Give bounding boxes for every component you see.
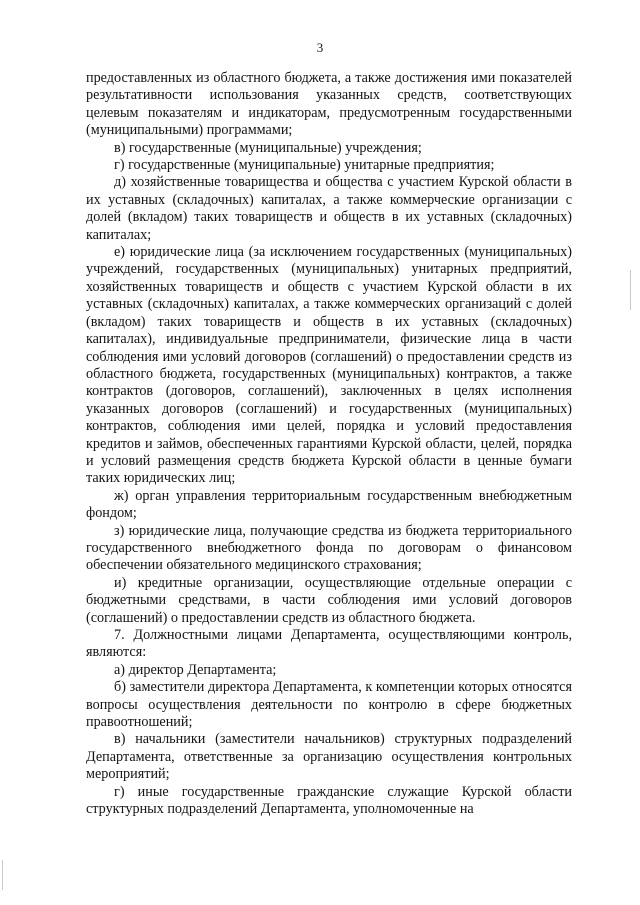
list-item-i: и) кредитные организации, осуществляющие отдельные операции с бюджетными средствами, в части соблюдения ими условий договоров (соглашений) о предоставлении средств из областного бюджета.	[86, 574, 572, 626]
page-number: 3	[316, 40, 324, 55]
document-body	[86, 70, 572, 818]
list-item-zh: ж) орган управления территориальным государственным внебюджетным фондом;	[86, 487, 572, 522]
official-item-a: а) директор Департамента;	[114, 661, 277, 678]
list-item-d: д) хозяйственные товарищества и общества с участием Курской области в их уставных (складочных) капиталах, а также коммерческие организации с долей (вкладом) таких товариществ и обществ в их уставных (складочных) капиталах;	[86, 174, 572, 243]
official-item-b: б) заместители директора Департамента, к компетенции которых относятся вопросы осуществления деятельности по контролю в сфере бюджетных правоотношений;	[86, 679, 572, 731]
list-item-g: г) государственные (муниципальные) унитарные предприятия;	[114, 157, 495, 174]
official-item-g: г) иные государственные гражданские служащие Курской области структурных подразделений Департамента, уполномоченные на	[86, 783, 572, 818]
scan-edge-mark	[630, 270, 631, 310]
list-item-v: в) государственные (муниципальные) учреждения;	[114, 139, 422, 156]
section-7: 7. Должностными лицами Департамента, осуществляющими контроль, являются:	[86, 627, 572, 661]
scan-edge-mark	[2, 860, 3, 890]
paragraph-continuation: предоставленных из областного бюджета, а также достижения ими показателей результативности использования указанных средств, соответствующих целевым показателям и индикаторам, предусмотренным государственными (муниципальными) программами;	[86, 70, 572, 139]
list-item-z: з) юридические лица, получающие средства из бюджета территориального государственного внебюджетного фонда по договорам о финансовом обеспечении обязательного медицинского страхования;	[86, 522, 572, 574]
list-item-e: е) юридические лица (за исключением государственных (муниципальных) учреждений, государственных (муниципальных) унитарных предприятий, хозяйственных товариществ и обществ с участием Курской области в их уставных (складочных) капиталах, а также коммерческих организаций с долей (вкладом) таких товариществ и обществ в их уставных (складочных) капиталах), индивидуальные предприниматели, физические лица в части соблюдения ими условий договоров (соглашений) о предоставлении средств из областного бюджета, государственных (муниципальных) контрактов, а также контрактов (договоров, соглашений), заключенных в целях исполнения указанных договоров (соглашений) и государственных (муниципальных) контрактов, соблюдения ими целей, порядка и условий предоставления кредитов и займов, обеспеченных гарантиями Курской области, целей, порядка и условий размещения средств бюджета Курской области в ценные бумаги таких юридических лиц;	[86, 244, 572, 487]
official-item-v: в) начальники (заместители начальников) структурных подразделений Департамента, ответственные за организацию осуществления контрольных мероприятий;	[86, 731, 572, 783]
